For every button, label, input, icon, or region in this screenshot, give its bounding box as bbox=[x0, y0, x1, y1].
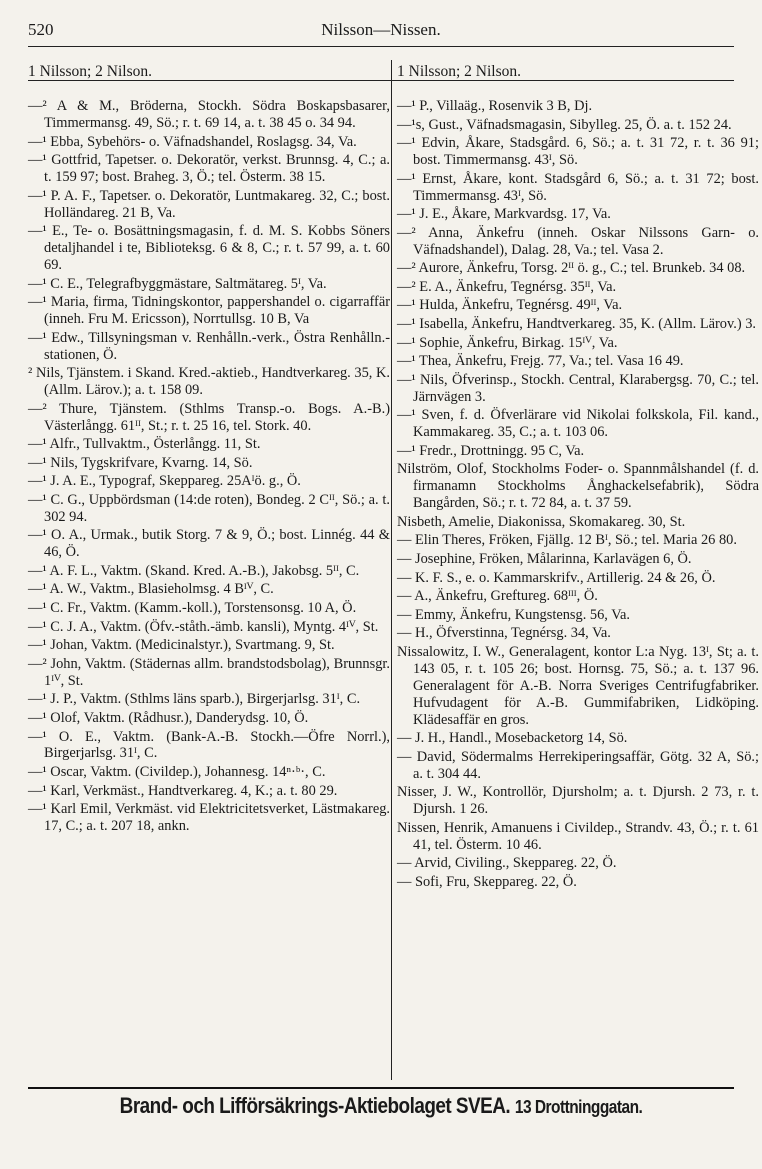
directory-entry: —² Thure, Tjänstem. (Sthlms Transp.-o. Bogs. A.-B.) Västerlångg. 61ᴵᴵ, St.; r. t. 25 16, tel. Stork. 40. bbox=[28, 400, 390, 434]
advert-text: Brand- och Lifförsäkrings-Aktiebolaget SVEA. bbox=[119, 1093, 511, 1118]
directory-entry: —² A & M., Bröderna, Stockh. Södra Boskapsbasarer, Timmermansg. 49, Sö.; r. t. 69 14, a. t. 38 45 o. 34 94. bbox=[28, 98, 390, 131]
directory-entry: Nisser, J. W., Kontrollör, Djursholm; a. t. Djursh. 2 73, r. t. Djursh. 1 26. bbox=[397, 784, 759, 818]
advert-address: 13 Drottninggatan. bbox=[514, 1097, 643, 1117]
directory-entry: — David, Södermalms Herrekiperingsaffär, Götg. 32 A, Sö.; a. t. 304 44. bbox=[397, 748, 759, 782]
directory-entry: —¹ O. A., Urmak., butik Storg. 7 & 9, Ö.; bost. Linnég. 44 & 46, Ö. bbox=[28, 527, 390, 561]
footer-rule bbox=[28, 1087, 734, 1089]
advertisement-banner bbox=[77, 1093, 684, 1119]
directory-entry: —¹ Edvin, Åkare, Stadsgård. 6, Sö.; a. t. 31 72, r. t. 36 91; bost. Timmermansg. 43ᴵ, Sö. bbox=[397, 135, 759, 169]
page-header bbox=[28, 20, 734, 46]
directory-entry: —¹ Ebba, Sybehörs- o. Väfnadshandel, Roslagsg. 34, Va. bbox=[28, 133, 357, 150]
directory-entry: Nilström, Olof, Stockholms Foder- o. Spannmålshandel (f. d. firmanamn Stockholms Ånghackelsefabrik), Södra Bangården, Sö.; r. t. 72 84, a. t. 37 59. bbox=[397, 461, 759, 512]
directory-entry: — A., Änkefru, Greftureg. 68ᴵᴵᴵ, Ö. bbox=[397, 588, 598, 605]
directory-entry: —¹ Alfr., Tullvaktm., Österlångg. 11, St. bbox=[28, 436, 261, 453]
directory-entry: —¹ C. J. A., Vaktm. (Öfv.-ståth.-ämb. kansli), Myntg. 4ᴵⱽ, St. bbox=[28, 618, 379, 635]
directory-entry: —¹ C. E., Telegrafbyggmästare, Saltmätareg. 5ᴵ, Va. bbox=[28, 275, 327, 292]
directory-entry: —¹s, Gust., Väfnadsmagasin, Sibylleg. 25, Ö. a. t. 152 24. bbox=[397, 116, 732, 133]
directory-entry: —¹ Thea, Änkefru, Frejg. 77, Va.; tel. Vasa 16 49. bbox=[397, 353, 684, 370]
page-title: Nilsson—Nissen. bbox=[321, 20, 441, 39]
directory-entry: —¹ Johan, Vaktm. (Medicinalstyr.), Svartmang. 9, St. bbox=[28, 637, 335, 654]
directory-entry: —¹ Sven, f. d. Öfverlärare vid Nikolai folkskola, Fil. kand., Kammakareg. 35, C.; a. t. 103 06. bbox=[397, 407, 759, 441]
directory-entry: — H., Öfverstinna, Tegnérsg. 34, Va. bbox=[397, 625, 611, 642]
directory-entry: — Josephine, Fröken, Målarinna, Karlavägen 6, Ö. bbox=[397, 551, 692, 568]
directory-entry: —¹ Fredr., Drottningg. 95 C, Va. bbox=[397, 442, 585, 459]
directory-entry: ² Nils, Tjänstem. i Skand. Kred.-aktieb., Handtverkareg. 35, K. (Allm. Lärov.); a. t. 158 09. bbox=[28, 365, 390, 398]
directory-entry: —¹ A. F. L., Vaktm. (Skand. Kred. A.-B.), Jakobsg. 5ᴵᴵ, C. bbox=[28, 562, 360, 579]
directory-entry: —¹ Karl, Verkmäst., Handtverkareg. 4, K.; a. t. 80 29. bbox=[28, 782, 338, 799]
directory-entry: Nissen, Henrik, Amanuens i Civildep., Strandv. 43, Ö.; r. t. 61 41, tel. Österm. 10 46. bbox=[397, 819, 759, 853]
directory-entry: —² E. A., Änkefru, Tegnérsg. 35ᴵᴵ, Va. bbox=[397, 278, 617, 295]
directory-entry: —¹ Hulda, Änkefru, Tegnérsg. 49ᴵᴵ, Va. bbox=[397, 297, 623, 314]
directory-entry: —¹ C. Fr., Vaktm. (Kamm.-koll.), Torstensonsg. 10 A, Ö. bbox=[28, 600, 357, 617]
directory-entry: —¹ Ernst, Åkare, kont. Stadsgård 6, Sö.; a. t. 31 72; bost. Timmermansg. 43ᴵ, Sö. bbox=[397, 170, 759, 204]
directory-entry: —¹ Maria, firma, Tidningskontor, pappershandel o. cigarraffär (inneh. Fru M. Ericsson), Norrtullsg. 10 B, Va bbox=[28, 294, 390, 327]
directory-entry: —¹ E., Te- o. Bosättningsmagasin, f. d. M. S. Kobbs Söners detaljhandel i te, Biblioteksg. 6 & 8, C.; r. t. 57 99, a. t. 60 69. bbox=[28, 223, 390, 273]
directory-entry: —² Aurore, Änkefru, Torsg. 2ᴵᴵ ö. g., C.; tel. Brunkeb. 34 08. bbox=[397, 260, 746, 277]
column-heading-rule bbox=[28, 80, 734, 81]
directory-entry: —¹ Isabella, Änkefru, Handtverkareg. 35, K. (Allm. Lärov.) 3. bbox=[397, 316, 757, 333]
directory-entry: —¹ Gottfrid, Tapetser. o. Dekoratör, verkst. Brunnsg. 4, C.; a. t. 159 97; bost. Braheg. 3, Ö.; tel. Österm. 38 15. bbox=[28, 152, 390, 185]
directory-entry: — Elin Theres, Fröken, Fjällg. 12 Bᴵ, Sö.; tel. Maria 26 80. bbox=[397, 532, 737, 549]
directory-entry: —¹ J. P., Vaktm. (Sthlms läns sparb.), Birgerjarlsg. 31ᴵ, C. bbox=[28, 691, 361, 708]
directory-entry: —² John, Vaktm. (Städernas allm. brandstodsbolag), Brunnsgr. 1ᴵⱽ, St. bbox=[28, 655, 390, 689]
column-heading: 1 Nilsson; 2 Nilson. bbox=[397, 63, 522, 80]
directory-entry: —¹ Olof, Vaktm. (Rådhusr.), Danderydsg. 10, Ö. bbox=[28, 709, 309, 726]
directory-entry: —¹ Nils, Öfverinsp., Stockh. Central, Klarabergsg. 70, C.; tel. Järnvägen 3. bbox=[397, 371, 759, 405]
directory-entry: —² Anna, Änkefru (inneh. Oskar Nilssons Garn- o. Väfnadshandel), Dalag. 28, Va.; tel. Vasa 2. bbox=[397, 224, 759, 258]
directory-entry: — K. F. S., e. o. Kammarskrifv., Artillerig. 24 & 26, Ö. bbox=[397, 569, 716, 586]
directory-entry: — Sofi, Fru, Skeppareg. 22, Ö. bbox=[397, 873, 577, 890]
directory-entry: —¹ Nils, Tygskrifvare, Kvarng. 14, Sö. bbox=[28, 454, 253, 471]
header-rule bbox=[28, 46, 734, 47]
directory-entry: —¹ J. E., Åkare, Markvardsg. 17, Va. bbox=[397, 206, 611, 223]
directory-entry: Nissalowitz, I. W., Generalagent, kontor L:a Nyg. 13ᴵ, St; a. t. 143 05, r. t. 105 26; bost. Hornsg. 75, Sö.; a. t. 137 96. Generalagent för A.-B. Norra Sveriges Centrifugfabriker. Hufvudagent för A.-B. Gummifabriken, Lidköping. Klädesaffär en gros. bbox=[397, 644, 759, 728]
directory-entry: —¹ Oscar, Vaktm. (Civildep.), Johannesg. 14ⁿ·ᵇ·, C. bbox=[28, 764, 326, 781]
entry-list bbox=[28, 98, 390, 835]
directory-entry: —¹ P. A. F., Tapetser. o. Dekoratör, Luntmakareg. 32, C.; bost. Holländareg. 21 B, Va. bbox=[28, 187, 390, 221]
entry-list bbox=[397, 98, 759, 891]
directory-entry: —¹ A. W., Vaktm., Blasieholmsg. 4 Bᴵⱽ, C. bbox=[28, 581, 274, 598]
directory-entry: — J. H., Handl., Mosebacketorg 14, Sö. bbox=[397, 730, 628, 747]
page-number: 520 bbox=[28, 20, 54, 39]
directory-entry: —¹ J. A. E., Typograf, Skeppareg. 25Aᴵö. g., Ö. bbox=[28, 473, 301, 490]
directory-entry: — Arvid, Civiling., Skeppareg. 22, Ö. bbox=[397, 855, 617, 872]
left-column bbox=[28, 62, 390, 837]
directory-entry: —¹ C. G., Uppbördsman (14:de roten), Bondeg. 2 Cᴵᴵ, Sö.; a. t. 302 94. bbox=[28, 491, 390, 525]
directory-entry: —¹ O. E., Vaktm. (Bank-A.-B. Stockh.—Öfre Norrl.), Birgerjarlsg. 31ᴵ, C. bbox=[28, 728, 390, 762]
directory-entry: —¹ P., Villaäg., Rosenvik 3 B, Dj. bbox=[397, 98, 593, 114]
directory-entry: —¹ Karl Emil, Verkmäst. vid Elektricitetsverket, Lästmakareg. 17, C.; a. t. 207 18, ankn. bbox=[28, 801, 390, 835]
directory-entry: Nisbeth, Amelie, Diakonissa, Skomakareg. 30, St. bbox=[397, 513, 686, 530]
directory-entry: —¹ Edw., Tillsyningsman v. Renhålln.-verk., Östra Renhålln.-stationen, Ö. bbox=[28, 329, 390, 363]
right-column bbox=[397, 62, 759, 893]
column-divider bbox=[391, 60, 392, 1080]
column-heading: 1 Nilsson; 2 Nilson. bbox=[28, 63, 153, 80]
directory-entry: —¹ Sophie, Änkefru, Birkag. 15ᴵⱽ, Va. bbox=[397, 334, 618, 351]
directory-entry: — Emmy, Änkefru, Kungstensg. 56, Va. bbox=[397, 606, 631, 623]
